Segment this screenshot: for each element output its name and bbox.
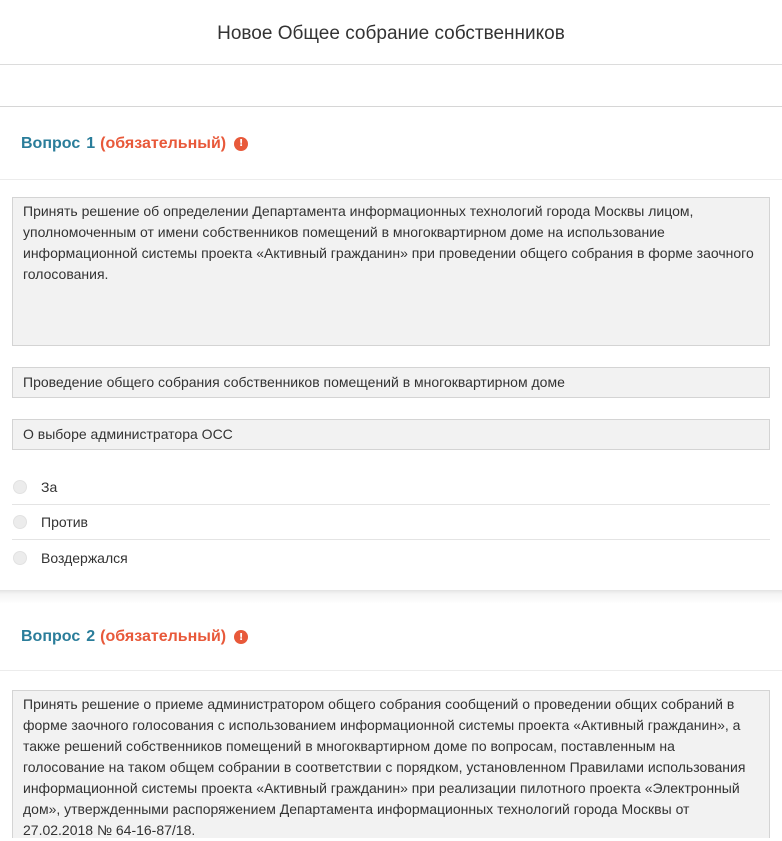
question-label: Вопрос (21, 628, 81, 645)
question-1-agenda-field (12, 367, 770, 398)
question-separator (0, 590, 782, 604)
vote-option-for[interactable] (12, 470, 770, 505)
vote-option-against[interactable] (12, 505, 770, 540)
question-2-text (12, 690, 770, 838)
question-label: Вопрос (21, 134, 81, 152)
header-spacer (0, 66, 782, 107)
page-header (0, 0, 782, 65)
option-label: За (41, 479, 58, 495)
question-2-text-content: Принять решение о приеме администратором общего собрания сообщений о проведении общих собраний в форме заочного голосования с использованием информационной системы проекта «Активный гражданин», а также решений собственников помещений в многоквартирном доме по вопросам, поставленным на голосование на таком общем собрании в соответствии с порядком, установленном Правилами использования информационной системы проекта «Активный гражданин» при реализации пилотного проекта «Электронный дом», утвержденными распоряжением Департамента информационных технологий города Москвы от 27.02.2018 № 64-16-87/18. (23, 696, 746, 838)
question-number: 1 (86, 134, 96, 152)
info-icon[interactable]: ! (234, 630, 248, 644)
question-number: 2 (86, 628, 96, 645)
required-label: (обязательный) (100, 628, 227, 645)
question-2-header (0, 604, 782, 671)
question-1-topic-field (12, 419, 770, 450)
radio-button[interactable] (13, 551, 27, 565)
topic-text: О выборе администратора ОСС (23, 426, 233, 442)
option-label: Против (41, 514, 88, 530)
radio-button[interactable] (13, 515, 27, 529)
vote-option-abstain[interactable] (12, 540, 770, 575)
question-1-header (0, 108, 782, 180)
question-1-text-content: Принять решение об определении Департамента информационных технологий города Москвы лицом, уполномоченным от имени собственников помещений в многоквартирном доме на использование информационной системы проекта «Активный гражданин» при проведении общего собрания в форме заочного голосования. (23, 203, 754, 282)
info-icon[interactable]: ! (234, 137, 248, 151)
page-title: Новое Общее собрание собственников (217, 23, 565, 44)
agenda-text: Проведение общего собрания собственников помещений в многоквартирном доме (23, 374, 565, 390)
radio-button[interactable] (13, 480, 27, 494)
vote-options (12, 470, 770, 575)
option-label: Воздержался (41, 549, 128, 566)
question-1-text (12, 197, 770, 346)
required-label: (обязательный) (100, 134, 227, 152)
